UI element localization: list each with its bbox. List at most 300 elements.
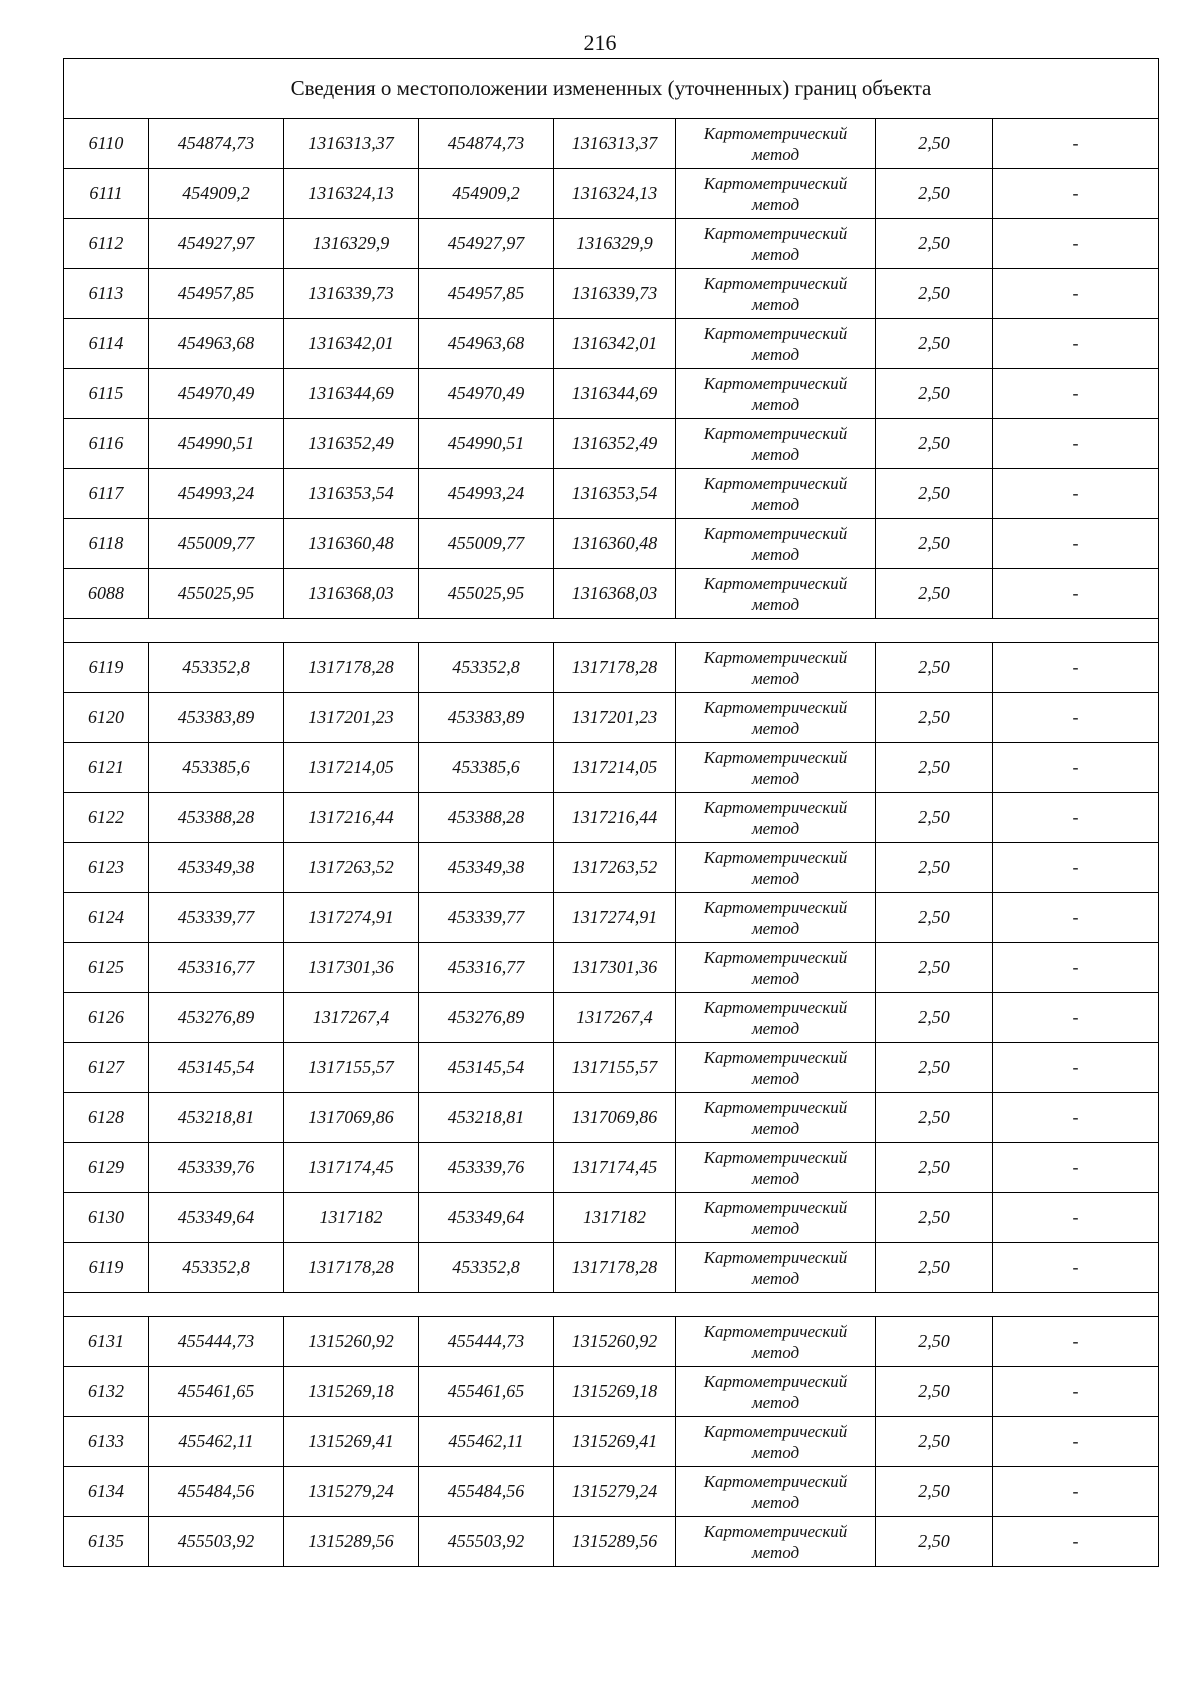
accuracy-cell: 2,50 — [876, 743, 993, 793]
accuracy-cell: 2,50 — [876, 1043, 993, 1093]
method-cell — [676, 693, 876, 743]
table-row — [64, 419, 1159, 469]
method-line-1: Картометрический — [703, 123, 848, 143]
y-new-cell: 1315279,24 — [554, 1467, 676, 1517]
y-new-cell: 1316353,54 — [554, 469, 676, 519]
description-cell: - — [993, 1367, 1159, 1417]
y-new-cell: 1317301,36 — [554, 943, 676, 993]
method-line-2: метод — [751, 544, 800, 564]
boundary-coordinates-table — [63, 58, 1159, 1567]
y-old-cell: 1315289,56 — [284, 1517, 419, 1567]
description-cell: - — [993, 793, 1159, 843]
point-number-cell: 6117 — [64, 469, 149, 519]
x-new-cell: 453385,6 — [419, 743, 554, 793]
accuracy-cell: 2,50 — [876, 469, 993, 519]
method-line-2: метод — [751, 194, 800, 214]
y-old-cell: 1317301,36 — [284, 943, 419, 993]
x-new-cell: 453349,64 — [419, 1193, 554, 1243]
y-old-cell: 1316339,73 — [284, 269, 419, 319]
method-line-1: Картометрический — [703, 273, 848, 293]
x-old-cell: 454990,51 — [149, 419, 284, 469]
contour-separator-row — [64, 619, 1159, 643]
y-old-cell: 1317267,4 — [284, 993, 419, 1043]
description-cell: - — [993, 519, 1159, 569]
y-new-cell: 1316344,69 — [554, 369, 676, 419]
y-new-cell: 1315260,92 — [554, 1317, 676, 1367]
table-row — [64, 843, 1159, 893]
point-number-cell: 6121 — [64, 743, 149, 793]
x-old-cell: 453339,76 — [149, 1143, 284, 1193]
y-new-cell: 1317274,91 — [554, 893, 676, 943]
method-line-2: метод — [751, 1392, 800, 1412]
method-cell — [676, 993, 876, 1043]
x-new-cell: 453145,54 — [419, 1043, 554, 1093]
y-new-cell: 1317201,23 — [554, 693, 676, 743]
method-line-2: метод — [751, 1218, 800, 1238]
description-cell: - — [993, 419, 1159, 469]
method-cell — [676, 319, 876, 369]
x-new-cell: 453383,89 — [419, 693, 554, 743]
x-old-cell: 453385,6 — [149, 743, 284, 793]
method-cell — [676, 943, 876, 993]
method-line-2: метод — [751, 1442, 800, 1462]
x-new-cell: 453352,8 — [419, 1243, 554, 1293]
table-row — [64, 1517, 1159, 1567]
description-cell: - — [993, 169, 1159, 219]
y-old-cell: 1316368,03 — [284, 569, 419, 619]
x-old-cell: 453276,89 — [149, 993, 284, 1043]
accuracy-cell: 2,50 — [876, 1093, 993, 1143]
x-new-cell: 453352,8 — [419, 643, 554, 693]
y-new-cell: 1317155,57 — [554, 1043, 676, 1093]
y-new-cell: 1316360,48 — [554, 519, 676, 569]
y-new-cell: 1316313,37 — [554, 119, 676, 169]
description-cell: - — [993, 219, 1159, 269]
method-cell — [676, 1193, 876, 1243]
page-number: 216 — [583, 30, 617, 55]
method-line-2: метод — [751, 1118, 800, 1138]
y-old-cell: 1317274,91 — [284, 893, 419, 943]
table-row — [64, 1193, 1159, 1243]
table-row — [64, 793, 1159, 843]
accuracy-cell: 2,50 — [876, 1367, 993, 1417]
separator-cell — [64, 619, 1159, 643]
point-number-cell: 6135 — [64, 1517, 149, 1567]
table-row — [64, 1367, 1159, 1417]
point-number-cell: 6119 — [64, 1243, 149, 1293]
table-row — [64, 119, 1159, 169]
description-cell: - — [993, 269, 1159, 319]
method-line-2: метод — [751, 1018, 800, 1038]
y-old-cell: 1316329,9 — [284, 219, 419, 269]
y-old-cell: 1317216,44 — [284, 793, 419, 843]
y-old-cell: 1317214,05 — [284, 743, 419, 793]
method-cell — [676, 1467, 876, 1517]
point-number-cell: 6130 — [64, 1193, 149, 1243]
point-number-cell: 6113 — [64, 269, 149, 319]
y-new-cell: 1317178,28 — [554, 643, 676, 693]
x-new-cell: 454963,68 — [419, 319, 554, 369]
method-line-2: метод — [751, 1542, 800, 1562]
accuracy-cell: 2,50 — [876, 793, 993, 843]
method-cell — [676, 419, 876, 469]
description-cell: - — [993, 469, 1159, 519]
table-row — [64, 993, 1159, 1043]
y-new-cell: 1316352,49 — [554, 419, 676, 469]
table-row — [64, 693, 1159, 743]
description-cell: - — [993, 369, 1159, 419]
method-line-2: метод — [751, 444, 800, 464]
accuracy-cell: 2,50 — [876, 1193, 993, 1243]
method-line-2: метод — [751, 394, 800, 414]
accuracy-cell: 2,50 — [876, 319, 993, 369]
method-cell — [676, 1417, 876, 1467]
point-number-cell: 6128 — [64, 1093, 149, 1143]
y-new-cell: 1316339,73 — [554, 269, 676, 319]
method-line-2: метод — [751, 768, 800, 788]
y-old-cell: 1317174,45 — [284, 1143, 419, 1193]
description-cell: - — [993, 1417, 1159, 1467]
method-line-1: Картометрический — [703, 1421, 848, 1441]
table-row — [64, 1417, 1159, 1467]
x-old-cell: 455462,11 — [149, 1417, 284, 1467]
method-line-1: Картометрический — [703, 647, 848, 667]
method-line-1: Картометрический — [703, 523, 848, 543]
y-new-cell: 1316329,9 — [554, 219, 676, 269]
method-cell — [676, 269, 876, 319]
x-old-cell: 455461,65 — [149, 1367, 284, 1417]
point-number-cell: 6127 — [64, 1043, 149, 1093]
x-old-cell: 455484,56 — [149, 1467, 284, 1517]
accuracy-cell: 2,50 — [876, 1467, 993, 1517]
table-row — [64, 169, 1159, 219]
x-old-cell: 453218,81 — [149, 1093, 284, 1143]
method-line-1: Картометрический — [703, 697, 848, 717]
method-line-1: Картометрический — [703, 747, 848, 767]
method-cell — [676, 743, 876, 793]
x-old-cell: 453145,54 — [149, 1043, 284, 1093]
point-number-cell: 6088 — [64, 569, 149, 619]
description-cell: - — [993, 569, 1159, 619]
accuracy-cell: 2,50 — [876, 219, 993, 269]
y-old-cell: 1315279,24 — [284, 1467, 419, 1517]
accuracy-cell: 2,50 — [876, 1243, 993, 1293]
y-new-cell: 1317214,05 — [554, 743, 676, 793]
x-new-cell: 453316,77 — [419, 943, 554, 993]
method-line-2: метод — [751, 918, 800, 938]
description-cell: - — [993, 1093, 1159, 1143]
method-cell — [676, 793, 876, 843]
point-number-cell: 6118 — [64, 519, 149, 569]
description-cell: - — [993, 1467, 1159, 1517]
table-row — [64, 1243, 1159, 1293]
method-line-2: метод — [751, 1068, 800, 1088]
table-row — [64, 469, 1159, 519]
separator-cell — [64, 1293, 1159, 1317]
accuracy-cell: 2,50 — [876, 569, 993, 619]
x-new-cell: 454993,24 — [419, 469, 554, 519]
point-number-cell: 6110 — [64, 119, 149, 169]
x-new-cell: 453218,81 — [419, 1093, 554, 1143]
x-new-cell: 455484,56 — [419, 1467, 554, 1517]
y-new-cell: 1317216,44 — [554, 793, 676, 843]
y-new-cell: 1317069,86 — [554, 1093, 676, 1143]
accuracy-cell: 2,50 — [876, 1317, 993, 1367]
accuracy-cell: 2,50 — [876, 269, 993, 319]
point-number-cell: 6124 — [64, 893, 149, 943]
x-old-cell: 454993,24 — [149, 469, 284, 519]
description-cell: - — [993, 943, 1159, 993]
table-row — [64, 269, 1159, 319]
accuracy-cell: 2,50 — [876, 893, 993, 943]
accuracy-cell: 2,50 — [876, 693, 993, 743]
y-old-cell: 1317155,57 — [284, 1043, 419, 1093]
point-number-cell: 6122 — [64, 793, 149, 843]
table-row — [64, 219, 1159, 269]
method-line-2: метод — [751, 718, 800, 738]
y-old-cell: 1317182 — [284, 1193, 419, 1243]
method-line-1: Картометрический — [703, 1371, 848, 1391]
y-new-cell: 1317178,28 — [554, 1243, 676, 1293]
accuracy-cell: 2,50 — [876, 369, 993, 419]
point-number-cell: 6115 — [64, 369, 149, 419]
x-new-cell: 455444,73 — [419, 1317, 554, 1367]
accuracy-cell: 2,50 — [876, 1417, 993, 1467]
y-new-cell: 1317174,45 — [554, 1143, 676, 1193]
method-cell — [676, 1093, 876, 1143]
method-line-1: Картометрический — [703, 573, 848, 593]
x-old-cell: 455503,92 — [149, 1517, 284, 1567]
accuracy-cell: 2,50 — [876, 943, 993, 993]
accuracy-cell: 2,50 — [876, 119, 993, 169]
table-title-row — [64, 59, 1159, 119]
method-cell — [676, 519, 876, 569]
x-old-cell: 454963,68 — [149, 319, 284, 369]
x-old-cell: 453383,89 — [149, 693, 284, 743]
description-cell: - — [993, 993, 1159, 1043]
point-number-cell: 6114 — [64, 319, 149, 369]
method-line-2: метод — [751, 668, 800, 688]
method-line-1: Картометрический — [703, 997, 848, 1017]
y-new-cell: 1315269,18 — [554, 1367, 676, 1417]
method-line-1: Картометрический — [703, 473, 848, 493]
y-old-cell: 1316352,49 — [284, 419, 419, 469]
method-cell — [676, 1517, 876, 1567]
x-new-cell: 454990,51 — [419, 419, 554, 469]
method-line-2: метод — [751, 1168, 800, 1188]
point-number-cell: 6126 — [64, 993, 149, 1043]
method-cell — [676, 1143, 876, 1193]
x-new-cell: 455461,65 — [419, 1367, 554, 1417]
method-line-1: Картометрический — [703, 1321, 848, 1341]
x-new-cell: 453339,77 — [419, 893, 554, 943]
method-line-1: Картометрический — [703, 173, 848, 193]
method-cell — [676, 643, 876, 693]
table-row — [64, 643, 1159, 693]
accuracy-cell: 2,50 — [876, 519, 993, 569]
x-old-cell: 454957,85 — [149, 269, 284, 319]
table-title: Сведения о местоположении измененных (уточненных) границ объекта — [64, 59, 1159, 119]
method-line-1: Картометрический — [703, 1471, 848, 1491]
table-row — [64, 1093, 1159, 1143]
method-line-2: метод — [751, 968, 800, 988]
description-cell: - — [993, 119, 1159, 169]
method-line-2: метод — [751, 868, 800, 888]
method-line-2: метод — [751, 344, 800, 364]
x-new-cell: 454927,97 — [419, 219, 554, 269]
x-new-cell: 453339,76 — [419, 1143, 554, 1193]
method-line-2: метод — [751, 1492, 800, 1512]
method-line-2: метод — [751, 494, 800, 514]
description-cell: - — [993, 1043, 1159, 1093]
method-line-1: Картометрический — [703, 1047, 848, 1067]
method-line-1: Картометрический — [703, 323, 848, 343]
y-old-cell: 1316313,37 — [284, 119, 419, 169]
point-number-cell: 6133 — [64, 1417, 149, 1467]
point-number-cell: 6131 — [64, 1317, 149, 1367]
description-cell: - — [993, 843, 1159, 893]
method-cell — [676, 1367, 876, 1417]
method-cell — [676, 369, 876, 419]
y-old-cell: 1316353,54 — [284, 469, 419, 519]
y-old-cell: 1315269,18 — [284, 1367, 419, 1417]
contour-separator-row — [64, 1293, 1159, 1317]
method-line-2: метод — [751, 1342, 800, 1362]
x-new-cell: 454874,73 — [419, 119, 554, 169]
x-old-cell: 454909,2 — [149, 169, 284, 219]
table-row — [64, 943, 1159, 993]
accuracy-cell: 2,50 — [876, 993, 993, 1043]
method-line-1: Картометрический — [703, 1521, 848, 1541]
x-old-cell: 453349,38 — [149, 843, 284, 893]
point-number-cell: 6112 — [64, 219, 149, 269]
accuracy-cell: 2,50 — [876, 843, 993, 893]
method-line-2: метод — [751, 594, 800, 614]
method-line-1: Картометрический — [703, 947, 848, 967]
x-old-cell: 454970,49 — [149, 369, 284, 419]
x-old-cell: 455444,73 — [149, 1317, 284, 1367]
x-old-cell: 454874,73 — [149, 119, 284, 169]
x-new-cell: 454957,85 — [419, 269, 554, 319]
method-cell — [676, 569, 876, 619]
table-row — [64, 519, 1159, 569]
table-row — [64, 1043, 1159, 1093]
table-row — [64, 569, 1159, 619]
y-old-cell: 1316324,13 — [284, 169, 419, 219]
description-cell: - — [993, 893, 1159, 943]
method-cell — [676, 119, 876, 169]
y-new-cell: 1316368,03 — [554, 569, 676, 619]
y-old-cell: 1316344,69 — [284, 369, 419, 419]
method-line-2: метод — [751, 294, 800, 314]
description-cell: - — [993, 1143, 1159, 1193]
x-new-cell: 455503,92 — [419, 1517, 554, 1567]
y-new-cell: 1316324,13 — [554, 169, 676, 219]
method-cell — [676, 893, 876, 943]
x-old-cell: 454927,97 — [149, 219, 284, 269]
method-cell — [676, 469, 876, 519]
method-line-2: метод — [751, 818, 800, 838]
point-number-cell: 6134 — [64, 1467, 149, 1517]
accuracy-cell: 2,50 — [876, 1517, 993, 1567]
accuracy-cell: 2,50 — [876, 419, 993, 469]
method-line-1: Картометрический — [703, 847, 848, 867]
y-new-cell: 1317182 — [554, 1193, 676, 1243]
description-cell: - — [993, 743, 1159, 793]
description-cell: - — [993, 693, 1159, 743]
table-row — [64, 743, 1159, 793]
y-new-cell: 1316342,01 — [554, 319, 676, 369]
x-old-cell: 453352,8 — [149, 643, 284, 693]
x-old-cell: 453339,77 — [149, 893, 284, 943]
table-row — [64, 1143, 1159, 1193]
y-old-cell: 1317178,28 — [284, 1243, 419, 1293]
x-new-cell: 453388,28 — [419, 793, 554, 843]
method-cell — [676, 169, 876, 219]
x-new-cell: 454909,2 — [419, 169, 554, 219]
method-line-1: Картометрический — [703, 1197, 848, 1217]
x-new-cell: 455009,77 — [419, 519, 554, 569]
method-line-2: метод — [751, 1268, 800, 1288]
description-cell: - — [993, 1243, 1159, 1293]
y-new-cell: 1317263,52 — [554, 843, 676, 893]
method-cell — [676, 1243, 876, 1293]
table-row — [64, 369, 1159, 419]
x-old-cell: 453316,77 — [149, 943, 284, 993]
method-cell — [676, 843, 876, 893]
y-new-cell: 1315269,41 — [554, 1417, 676, 1467]
description-cell: - — [993, 643, 1159, 693]
point-number-cell: 6129 — [64, 1143, 149, 1193]
x-old-cell: 455009,77 — [149, 519, 284, 569]
accuracy-cell: 2,50 — [876, 1143, 993, 1193]
table-row — [64, 319, 1159, 369]
y-new-cell: 1315289,56 — [554, 1517, 676, 1567]
method-cell — [676, 219, 876, 269]
x-new-cell: 453349,38 — [419, 843, 554, 893]
x-old-cell: 453349,64 — [149, 1193, 284, 1243]
x-old-cell: 455025,95 — [149, 569, 284, 619]
method-cell — [676, 1043, 876, 1093]
point-number-cell: 6116 — [64, 419, 149, 469]
point-number-cell: 6120 — [64, 693, 149, 743]
point-number-cell: 6111 — [64, 169, 149, 219]
x-new-cell: 454970,49 — [419, 369, 554, 419]
description-cell: - — [993, 319, 1159, 369]
y-old-cell: 1315260,92 — [284, 1317, 419, 1367]
y-old-cell: 1317069,86 — [284, 1093, 419, 1143]
method-line-1: Картометрический — [703, 423, 848, 443]
y-old-cell: 1315269,41 — [284, 1417, 419, 1467]
method-line-2: метод — [751, 244, 800, 264]
point-number-cell: 6119 — [64, 643, 149, 693]
x-old-cell: 453388,28 — [149, 793, 284, 843]
method-line-1: Картометрический — [703, 897, 848, 917]
y-new-cell: 1317267,4 — [554, 993, 676, 1043]
x-new-cell: 455462,11 — [419, 1417, 554, 1467]
y-old-cell: 1317178,28 — [284, 643, 419, 693]
table-row — [64, 1467, 1159, 1517]
point-number-cell: 6123 — [64, 843, 149, 893]
y-old-cell: 1317263,52 — [284, 843, 419, 893]
method-line-2: метод — [751, 144, 800, 164]
method-line-1: Картометрический — [703, 1147, 848, 1167]
method-line-1: Картометрический — [703, 223, 848, 243]
method-cell — [676, 1317, 876, 1367]
method-line-1: Картометрический — [703, 797, 848, 817]
method-line-1: Картометрический — [703, 373, 848, 393]
x-new-cell: 455025,95 — [419, 569, 554, 619]
